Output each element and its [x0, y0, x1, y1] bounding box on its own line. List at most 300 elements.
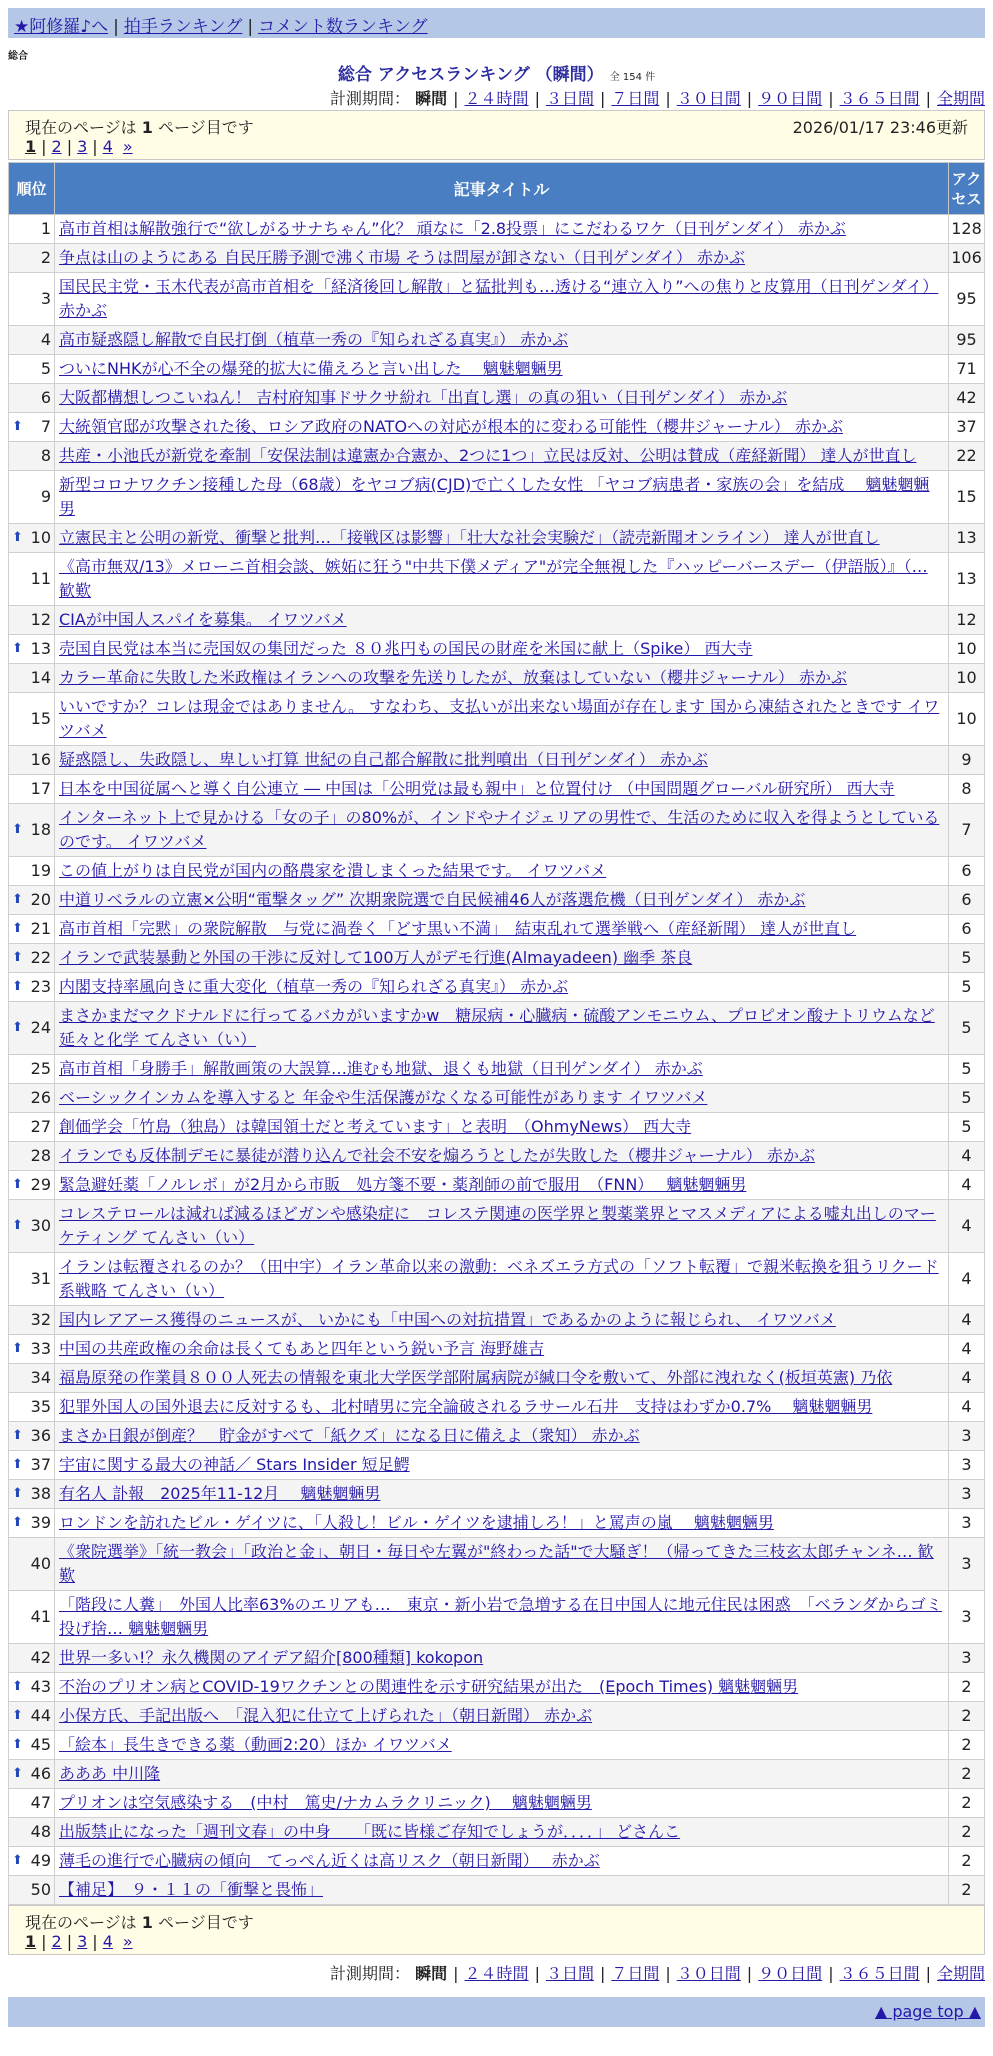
rank-number: 30 — [30, 1216, 51, 1235]
rank-cell — [9, 1422, 55, 1451]
table-row — [9, 606, 985, 635]
nav-link-asyura[interactable]: ★阿修羅♪へ — [14, 17, 109, 37]
rank-number: 31 — [30, 1269, 51, 1288]
rank-number: 42 — [30, 1648, 51, 1667]
period-selector-top: 計測期間： 瞬間 | ２４時間 | ３日間 | ７日間 | ３０日間 | ９０日間 | ３６５日間 | 全期間 — [330, 89, 985, 108]
title-cell — [55, 1702, 949, 1731]
title-cell — [55, 1591, 949, 1644]
table-row — [9, 1731, 985, 1760]
rank-cell — [9, 1591, 55, 1644]
rank-cell — [9, 1002, 55, 1055]
article-title-link[interactable]: 日本を中国従属へと導く自公連立 ― 中国は「公明党は最も親中」と位置付け （中国問題グローバル研究所） 西大寺 — [59, 779, 895, 798]
rank-cell — [9, 1480, 55, 1509]
pager-box-bottom — [8, 1905, 985, 1955]
nav-link-comment-ranking[interactable]: コメント数ランキング — [258, 17, 428, 37]
nav-link-applause-ranking[interactable]: 拍手ランキング — [123, 17, 243, 37]
article-title-link[interactable]: まさか日銀が倒産？ 貯金がすべて「紙クズ」になる日に備えよ（衆知） 赤かぶ — [59, 1426, 640, 1445]
rank-cell — [9, 1789, 55, 1818]
access-count: 13 — [949, 553, 985, 606]
page-link-4[interactable]: 4 — [102, 137, 113, 156]
rank-cell — [9, 915, 55, 944]
table-row — [9, 384, 985, 413]
rank-cell — [9, 1171, 55, 1200]
article-title-link[interactable]: 大統領官邸が攻撃された後、ロシア政府のNATOへの対応が根本的に変わる可能性（櫻井ジャーナル） 赤かぶ — [59, 417, 844, 436]
access-count: 3 — [949, 1480, 985, 1509]
article-title-link[interactable]: 「絵本」長生きできる薬（動画2:20）ほか イワツバメ — [59, 1735, 452, 1754]
rank-cell — [9, 1306, 55, 1335]
rank-number: 6 — [40, 388, 51, 407]
article-title-link[interactable]: 緊急避妊薬「ノルレボ」が2月から市販 処方箋不要・薬剤師の前で服用 （FNN） 魑魅魍魎男 — [59, 1175, 747, 1194]
article-title-link[interactable]: ベーシックインカムを導入すると 年金や生活保護がなくなる可能性があります イワツバメ — [59, 1088, 708, 1107]
article-title-link[interactable]: 争点は山のようにある 自民圧勝予測で沸く市場 そうは問屋が卸さない（日刊ゲンダイ） 赤かぶ — [59, 248, 745, 267]
article-title-link[interactable]: イランは転覆されるのか？（田中宇）イラン革命以来の激動：ベネズエラ方式の「ソフト転覆」で親米転換を狙うリクード系戦略 てんさい（い） — [59, 1257, 939, 1300]
rank-cell — [9, 244, 55, 273]
access-count: 95 — [949, 326, 985, 355]
rank-cell — [9, 1253, 55, 1306]
rank-number: 34 — [30, 1368, 51, 1387]
up-arrow-icon: ⬆ — [12, 1853, 23, 1868]
up-arrow-icon: ⬆ — [12, 822, 23, 837]
access-count: 5 — [949, 1084, 985, 1113]
title-cell — [55, 355, 949, 384]
rank-number: 11 — [30, 569, 51, 588]
header-access: アクセス — [949, 163, 985, 215]
table-row — [9, 886, 985, 915]
article-title-link[interactable]: 宇宙に関する最大の神話／ Stars Insider 短足鰐 — [59, 1455, 410, 1474]
title-cell — [55, 1253, 949, 1306]
title-cell — [55, 413, 949, 442]
access-count: 37 — [949, 413, 985, 442]
article-title-link[interactable]: 《高市無双/13》メローニ首相会談、嫉妬に狂う"中共下僕メディア"が完全無視した『ハッピーバースデー（伊語版）』（… 歓歎 — [59, 557, 928, 600]
title-cell — [55, 1876, 949, 1905]
access-count: 3 — [949, 1591, 985, 1644]
table-row — [9, 1171, 985, 1200]
rank-number: 36 — [30, 1426, 51, 1445]
period-90d[interactable]: ９０日間 — [758, 89, 823, 108]
page-title: 総合 アクセスランキング （瞬間） — [337, 65, 604, 85]
rank-number: 50 — [30, 1880, 51, 1899]
nav-separator: | — [113, 17, 119, 37]
access-count: 4 — [949, 1364, 985, 1393]
title-cell — [55, 1673, 949, 1702]
rank-number: 45 — [30, 1735, 51, 1754]
period-365d[interactable]: ３６５日間 — [839, 1964, 920, 1983]
table-row — [9, 1538, 985, 1591]
rank-number: 46 — [30, 1764, 51, 1783]
up-arrow-icon: ⬆ — [12, 892, 23, 907]
article-title-link[interactable]: 《衆院選挙》「統一教会」「政治と金」、朝日・毎日や左翼が"終わった話"で大騒ぎ！（帰ってきた三枝玄太郎チャンネ… 歓歎 — [59, 1542, 934, 1585]
access-count: 4 — [949, 1142, 985, 1171]
article-title-link[interactable]: 内閣支持率風向きに重大変化（植草一秀の『知られざる真実』） 赤かぶ — [59, 977, 569, 996]
table-row — [9, 1760, 985, 1789]
access-count: 5 — [949, 1055, 985, 1084]
table-row — [9, 664, 985, 693]
article-title-link[interactable]: 疑惑隠し、失政隠し、卑しい打算 世紀の自己都合解散に批判噴出（日刊ゲンダイ） 赤かぶ — [59, 750, 708, 769]
access-count: 3 — [949, 1538, 985, 1591]
period-30d[interactable]: ３０日間 — [676, 1964, 741, 1983]
article-title-link[interactable]: インターネット上で見かける「女の子」の80%が、インドやナイジェリアの男性で、生活のために収入を得ようとしているのです。 イワツバメ — [59, 808, 940, 851]
rank-cell — [9, 804, 55, 857]
rank-cell — [9, 1393, 55, 1422]
article-title-link[interactable]: 創価学会「竹島（独島）は韓国領土だと考えています」と表明 （OhmyNews） 西大寺 — [59, 1117, 692, 1136]
up-arrow-icon: ⬆ — [12, 1341, 23, 1356]
article-title-link[interactable]: この値上がりは自民党が国内の酪農家を潰しまくった結果です。 イワツバメ — [59, 861, 607, 880]
title-cell — [55, 1509, 949, 1538]
rank-cell — [9, 1113, 55, 1142]
article-title-link[interactable]: 【補足】 ９・１１の「衝撃と畏怖」 — [59, 1880, 324, 1899]
period-7d[interactable]: ７日間 — [611, 89, 660, 108]
rank-cell — [9, 413, 55, 442]
period-24h[interactable]: ２４時間 — [464, 89, 529, 108]
rank-cell — [9, 215, 55, 244]
rank-number: 15 — [30, 709, 51, 728]
table-row — [9, 857, 985, 886]
rank-number: 49 — [30, 1851, 51, 1870]
article-title-link[interactable]: イランで武装暴動と外国の干渉に反対して100万人がデモ行進(Almayadeen) 幽季 茶良 — [59, 948, 693, 967]
section-label: 総合 — [8, 51, 28, 62]
title-cell — [55, 1002, 949, 1055]
table-row — [9, 973, 985, 1002]
pagination: 1 | 2 | 3 | 4 » — [25, 1932, 133, 1951]
table-row — [9, 1591, 985, 1644]
table-row — [9, 1142, 985, 1171]
table-row — [9, 1055, 985, 1084]
article-title-link[interactable]: まさかまだマクドナルドに行ってるバカがいますかw 糖尿病・心臓病・硫酸アンモニウム、プロピオン酸ナトリウムなど延々と化学 てんさい（い） — [59, 1006, 935, 1049]
rank-cell — [9, 1673, 55, 1702]
rank-number: 41 — [30, 1607, 51, 1626]
article-title-link[interactable]: 中道リベラルの立憲×公明“電撃タッグ” 次期衆院選で自民候補46人が落選危機（日刊ゲンダイ） 赤かぶ — [59, 890, 806, 909]
period-30d[interactable]: ３０日間 — [676, 89, 741, 108]
rank-number: 25 — [30, 1059, 51, 1078]
article-title-link[interactable]: 有名人 訃報 2025年11-12月 魑魅魍魎男 — [59, 1484, 381, 1503]
article-title-link[interactable]: コレステロールは減れば減るほどガンや感染症に コレステ関連の医学界と製薬業界とマスメディアによる嘘丸出しのマーケティング てんさい（い） — [59, 1204, 936, 1247]
table-row — [9, 244, 985, 273]
page-link-2[interactable]: 2 — [51, 137, 62, 156]
table-row — [9, 326, 985, 355]
title-cell — [55, 973, 949, 1002]
rank-cell — [9, 973, 55, 1002]
access-count: 106 — [949, 244, 985, 273]
rank-cell — [9, 471, 55, 524]
table-row — [9, 524, 985, 553]
up-arrow-icon: ⬆ — [12, 950, 23, 965]
rank-number: 43 — [30, 1677, 51, 1696]
access-count: 8 — [949, 775, 985, 804]
period-3d[interactable]: ３日間 — [545, 89, 594, 108]
access-count: 5 — [949, 944, 985, 973]
article-title-link[interactable]: 薄毛の進行で心臓病の傾向 てっぺん近くは高リスク（朝日新聞） 赤かぶ — [59, 1851, 600, 1870]
access-count: 7 — [949, 804, 985, 857]
rank-number: 24 — [30, 1018, 51, 1037]
article-title-link[interactable]: 中国の共産政権の余命は長くてもあと四年という鋭い予言 海野雄吉 — [59, 1339, 545, 1358]
title-cell — [55, 442, 949, 471]
page-link-3[interactable]: 3 — [77, 1932, 88, 1951]
table-row — [9, 775, 985, 804]
title-cell — [55, 664, 949, 693]
access-count: 4 — [949, 1393, 985, 1422]
period-90d[interactable]: ９０日間 — [758, 1964, 823, 1983]
title-cell — [55, 215, 949, 244]
access-count: 5 — [949, 1113, 985, 1142]
rank-cell — [9, 326, 55, 355]
rank-number: 44 — [30, 1706, 51, 1725]
article-title-link[interactable]: 小保方氏、手記出版へ 「混入犯に仕立て上げられた」（朝日新聞） 赤かぶ — [59, 1706, 593, 1725]
period-selector-bottom: 計測期間： 瞬間 | ２４時間 | ３日間 | ７日間 | ３０日間 | ９０日間 | ３６５日間 | 全期間 — [330, 1964, 985, 1983]
access-count: 71 — [949, 355, 985, 384]
article-title-link[interactable]: 高市首相「完黙」の衆院解散 与党に渦巻く「どす黒い不満」 結束乱れて選挙戦へ（産経新聞） 達人が世直し — [59, 919, 857, 938]
article-title-link[interactable]: ついにNHKが心不全の爆発的拡大に備えろと言い出した 魑魅魍魎男 — [59, 359, 563, 378]
title-cell — [55, 1084, 949, 1113]
table-row — [9, 1335, 985, 1364]
table-row — [9, 1702, 985, 1731]
article-title-link[interactable]: イランでも反体制デモに暴徒が潜り込んで社会不安を煽ろうとしたが失敗した（櫻井ジャーナル） 赤かぶ — [59, 1146, 815, 1165]
table-row — [9, 1113, 985, 1142]
title-cell — [55, 1451, 949, 1480]
page-next[interactable]: » — [122, 1932, 133, 1951]
page-link-3[interactable]: 3 — [77, 137, 88, 156]
access-count: 6 — [949, 886, 985, 915]
table-row — [9, 1306, 985, 1335]
table-row — [9, 1876, 985, 1905]
up-arrow-icon: ⬆ — [12, 1766, 23, 1781]
rank-number: 47 — [30, 1793, 51, 1812]
article-title-link[interactable]: プリオンは空気感染する (中村 篤史/ナカムラクリニック) 魑魅魍魎男 — [59, 1793, 592, 1812]
table-row — [9, 553, 985, 606]
title-cell — [55, 1760, 949, 1789]
title-cell — [55, 1789, 949, 1818]
title-cell — [55, 1171, 949, 1200]
page-status: 現在のページは 1 ページ目です — [25, 118, 254, 137]
access-count: 2 — [949, 1789, 985, 1818]
rank-number: 12 — [30, 610, 51, 629]
title-cell — [55, 1818, 949, 1847]
rank-cell — [9, 384, 55, 413]
rank-cell — [9, 1818, 55, 1847]
access-count: 3 — [949, 1451, 985, 1480]
rank-cell — [9, 606, 55, 635]
access-count: 22 — [949, 442, 985, 471]
rank-number: 5 — [40, 359, 51, 378]
title-cell — [55, 524, 949, 553]
page-current: 1 — [25, 137, 37, 156]
article-title-link[interactable]: 国内レアアース獲得のニュースが、 いかにも「中国への対抗措置」であるかのように報じられ、 イワツバメ — [59, 1310, 836, 1329]
article-title-link[interactable]: 立憲民主と公明の新党、衝撃と批判…「接戦区は影響」「壮大な社会実験だ」（読売新聞オンライン） 達人が世直し — [59, 528, 880, 547]
header-rank: 順位 — [9, 163, 55, 215]
access-count: 4 — [949, 1171, 985, 1200]
page-link-4[interactable]: 4 — [102, 1932, 113, 1951]
article-title-link[interactable]: いいですか？コレは現金ではありません。 すなわち、支払いが出来ない場面が存在します 国から凍結されたときです イワツバメ — [59, 697, 940, 740]
rank-cell — [9, 1731, 55, 1760]
table-row — [9, 1480, 985, 1509]
rank-cell — [9, 355, 55, 384]
rank-number: 32 — [30, 1310, 51, 1329]
access-count: 6 — [949, 915, 985, 944]
rank-number: 20 — [30, 890, 51, 909]
rank-number: 27 — [30, 1117, 51, 1136]
period-3d[interactable]: ３日間 — [545, 1964, 594, 1983]
updated-timestamp: 2026/01/17 23:46更新 — [792, 118, 968, 137]
up-arrow-icon: ⬆ — [12, 1177, 23, 1192]
rank-cell — [9, 553, 55, 606]
access-count: 13 — [949, 524, 985, 553]
rank-number: 33 — [30, 1339, 51, 1358]
title-cell — [55, 1142, 949, 1171]
article-title-link[interactable]: 出版禁止になった「週刊文春」の中身 「既に皆様ご存知でしょうが．．．．」 どさんこ — [59, 1822, 681, 1841]
access-count: 5 — [949, 1002, 985, 1055]
period-7d[interactable]: ７日間 — [611, 1964, 660, 1983]
rank-number: 40 — [30, 1554, 51, 1573]
table-row — [9, 693, 985, 746]
title-cell — [55, 1335, 949, 1364]
rank-number: 14 — [30, 668, 51, 687]
rank-cell — [9, 1847, 55, 1876]
title-cell — [55, 1393, 949, 1422]
table-row — [9, 1200, 985, 1253]
title-cell — [55, 693, 949, 746]
article-title-link[interactable]: CIAが中国人スパイを募集。 イワツバメ — [59, 610, 347, 629]
title-cell — [55, 606, 949, 635]
rank-number: 2 — [40, 248, 51, 267]
title-cell — [55, 1847, 949, 1876]
rank-cell — [9, 857, 55, 886]
access-count: 10 — [949, 635, 985, 664]
up-arrow-icon: ⬆ — [12, 1218, 23, 1233]
access-count: 42 — [949, 384, 985, 413]
table-row — [9, 1451, 985, 1480]
rank-number: 38 — [30, 1484, 51, 1503]
page-next[interactable]: » — [122, 137, 133, 156]
table-row — [9, 944, 985, 973]
up-arrow-icon: ⬆ — [12, 1428, 23, 1443]
rank-number: 48 — [30, 1822, 51, 1841]
rank-number: 18 — [30, 820, 51, 839]
article-title-link[interactable]: 共産・小池氏が新党を牽制「安保法制は違憲か合憲か、2つに1つ」立民は反対、公明は賛成（産経新聞） 達人が世直し — [59, 446, 917, 465]
title-cell — [55, 635, 949, 664]
article-title-link[interactable]: ロンドンを訪れたビル・ゲイツに、「人殺し！ビル・ゲイツを逮捕しろ！」と罵声の嵐 魑魅魍魎男 — [59, 1513, 774, 1532]
title-cell — [55, 944, 949, 973]
title-cell — [55, 1731, 949, 1760]
rank-cell — [9, 635, 55, 664]
rank-number: 16 — [30, 750, 51, 769]
table-row — [9, 1253, 985, 1306]
period-24h[interactable]: ２４時間 — [464, 1964, 529, 1983]
title-cell — [55, 804, 949, 857]
rank-cell — [9, 1055, 55, 1084]
article-title-link[interactable]: 新型コロナワクチン接種した母（68歳）をヤコブ病(CJD)で亡くした女性 「ヤコブ病患者・家族の会」を結成 魑魅魍魎男 — [59, 475, 930, 518]
table-header-row — [9, 163, 985, 215]
access-count: 2 — [949, 1673, 985, 1702]
access-count: 95 — [949, 273, 985, 326]
rank-cell — [9, 944, 55, 973]
table-row — [9, 915, 985, 944]
header-title: 記事タイトル — [55, 163, 949, 215]
up-arrow-icon: ⬆ — [12, 1708, 23, 1723]
pager-box-top — [8, 110, 985, 160]
table-row — [9, 1789, 985, 1818]
access-count: 4 — [949, 1306, 985, 1335]
title-cell — [55, 1113, 949, 1142]
rank-cell — [9, 1084, 55, 1113]
table-row — [9, 355, 985, 384]
article-title-link[interactable]: 国民民主党・玉木代表が高市首相を「経済後回し解散」と猛批判も…透ける“連立入り”への焦りと皮算用（日刊ゲンダイ） 赤かぶ — [59, 277, 939, 320]
title-cell — [55, 1644, 949, 1673]
access-count: 2 — [949, 1847, 985, 1876]
table-row — [9, 746, 985, 775]
table-row — [9, 1084, 985, 1113]
period-all[interactable]: 全期間 — [936, 89, 985, 108]
rank-cell — [9, 1335, 55, 1364]
article-title-link[interactable]: 「階段に人糞」 外国人比率63%のエリアも… 東京・新小岩で急増する在日中国人に地元住民は困惑 「ベランダからゴミ投げ捨… 魑魅魍魎男 — [59, 1595, 942, 1638]
access-count: 5 — [949, 973, 985, 1002]
rank-cell — [9, 1200, 55, 1253]
rank-number: 29 — [30, 1175, 51, 1194]
rank-cell — [9, 664, 55, 693]
article-title-link[interactable]: 大阪都構想しつこいねん！ 吉村府知事ドサクサ紛れ「出直し選」の真の狙い（日刊ゲンダイ） 赤かぶ — [59, 388, 788, 407]
nav-separator: | — [247, 17, 254, 37]
title-cell — [55, 1538, 949, 1591]
article-title-link[interactable]: 高市首相「身勝手」解散画策の大誤算…進むも地獄、退くも地獄（日刊ゲンダイ） 赤かぶ — [59, 1059, 703, 1078]
period-label: 計測期間： — [330, 1964, 411, 1983]
pagination: 1 | 2 | 3 | 4 » — [25, 137, 133, 156]
rank-cell — [9, 693, 55, 746]
title-cell — [55, 1306, 949, 1335]
period-current: 瞬間 — [415, 1964, 448, 1983]
table-row — [9, 1644, 985, 1673]
article-title-link[interactable]: 不治のプリオン病とCOVID-19ワクチンとの関連性を示す研究結果が出た (Epoch Times) 魑魅魍魎男 — [59, 1677, 799, 1696]
article-title-link[interactable]: 世界一多い!？永久機関のアイデア紹介[800種類] kokopon — [59, 1648, 484, 1667]
access-count: 2 — [949, 1876, 985, 1905]
total-count: 全 154 件 — [609, 72, 656, 83]
article-title-link[interactable]: あああ 中川隆 — [59, 1764, 161, 1783]
title-cell — [55, 273, 949, 326]
ranking-table — [8, 162, 985, 1905]
access-count: 3 — [949, 1422, 985, 1451]
rank-number: 37 — [30, 1455, 51, 1474]
article-title-link[interactable]: 高市疑惑隠し解散で自民打倒（植草一秀の『知られざる真実』） 赤かぶ — [59, 330, 569, 349]
rank-number: 39 — [30, 1513, 51, 1532]
top-nav — [8, 8, 985, 38]
page-top-link[interactable]: ▲ page top ▲ — [874, 2002, 981, 2021]
period-365d[interactable]: ３６５日間 — [839, 89, 920, 108]
table-row — [9, 1393, 985, 1422]
article-title-link[interactable]: カラー革命に失敗した米政権はイランへの攻撃を先送りしたが、放棄はしていない（櫻井ジャーナル） 赤かぶ — [59, 668, 847, 687]
table-row — [9, 215, 985, 244]
access-count: 10 — [949, 664, 985, 693]
title-cell — [55, 1422, 949, 1451]
access-count: 15 — [949, 471, 985, 524]
up-arrow-icon: ⬆ — [12, 641, 23, 656]
article-title-link[interactable]: 高市首相は解散強行で“欲しがるサナちゃん”化？ 頑なに「2.8投票」にこだわるワケ（日刊ゲンダイ） 赤かぶ — [59, 219, 846, 238]
rank-cell — [9, 1760, 55, 1789]
title-cell — [55, 775, 949, 804]
article-title-link[interactable]: 売国自民党は本当に売国奴の集団だった ８０兆円もの国民の財産を米国に献上（Spike） 西大寺 — [59, 639, 753, 658]
title-cell — [55, 1200, 949, 1253]
table-row — [9, 1818, 985, 1847]
up-arrow-icon: ⬆ — [12, 979, 23, 994]
period-all[interactable]: 全期間 — [936, 1964, 985, 1983]
article-title-link[interactable]: 犯罪外国人の国外退去に反対するも、北村晴男に完全論破されるラサール石井 支持はわずか0.7% 魑魅魍魎男 — [59, 1397, 873, 1416]
article-title-link[interactable]: 福島原発の作業員８００人死去の情報を東北大学医学部附属病院が緘口令を敷いて、外部に洩れなく(板垣英憲) 乃依 — [59, 1368, 893, 1387]
page-link-2[interactable]: 2 — [51, 1932, 62, 1951]
rank-number: 1 — [40, 219, 51, 238]
rank-number: 19 — [30, 861, 51, 880]
access-count: 4 — [949, 1335, 985, 1364]
title-cell — [55, 384, 949, 413]
up-arrow-icon: ⬆ — [12, 1515, 23, 1530]
rank-cell — [9, 1644, 55, 1673]
page-header — [8, 60, 985, 85]
access-count: 3 — [949, 1644, 985, 1673]
